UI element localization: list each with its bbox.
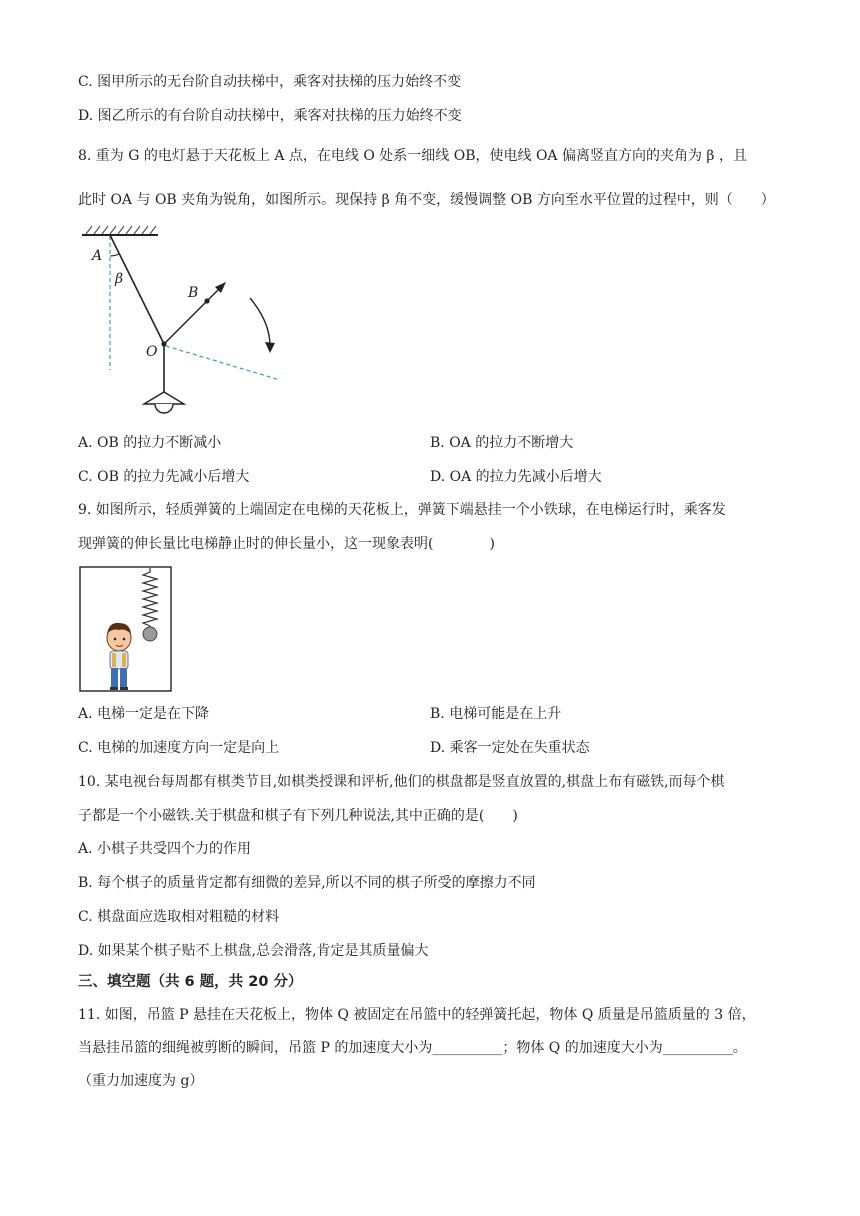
- q9-option-b: B. 电梯可能是在上升: [430, 706, 562, 722]
- q8-option-c: C. OB 的拉力先减小后增大: [78, 469, 250, 485]
- q9-option-c: C. 电梯的加速度方向一定是向上: [78, 740, 280, 756]
- q9-option-a: A. 电梯一定是在下降: [78, 706, 210, 722]
- section-heading: 三、填空题（共 6 题，共 20 分）: [78, 974, 303, 990]
- rotation-arrowhead: [265, 342, 275, 353]
- q11-stem-line2: 当悬挂吊篮的细绳被剪断的瞬间，吊篮 P 的加速度大小为__________；物体 Q 的加速度大小为__________。: [78, 1040, 747, 1056]
- q8-option-a: A. OB 的拉力不断减小: [78, 435, 222, 451]
- lamp-bulb: [155, 404, 173, 413]
- q8-stem-line1: 8. 重为 G 的电灯悬于天花板上 A 点，在电线 O 处系一细线 OB，使电线 OA 偏离竖直方向的夹角为 β ，且: [78, 148, 747, 164]
- q9-stem-line2: 现弹簧的伸长量比电梯静止时的伸长量小，这一现象表明( ): [78, 536, 495, 552]
- label-beta: β: [115, 271, 124, 287]
- q11-stem-line1: 11. 如图，吊篮 P 悬挂在天花板上，物体 Q 被固定在吊篮中的轻弹簧托起，物体 Q 质量是吊篮质量的 3 倍，: [78, 1007, 756, 1023]
- q8-option-b: B. OA 的拉力不断增大: [430, 435, 574, 451]
- beta-arc: [110, 254, 119, 256]
- q10-option-a: A. 小棋子共受四个力的作用: [78, 841, 252, 857]
- point-b: [204, 298, 209, 303]
- q10-option-b: B. 每个棋子的质量肯定都有细微的差异,所以不同的棋子所受的摩擦力不同: [78, 875, 536, 891]
- q9-option-d: D. 乘客一定处在失重状态: [430, 740, 590, 756]
- q11-stem-line3: （重力加速度为 g）: [78, 1073, 204, 1089]
- q9-stem-line1: 9. 如图所示，轻质弹簧的上端固定在电梯的天花板上，弹簧下端悬挂一个小铁球，在电梯运行时，乘客发: [78, 502, 726, 518]
- q8-figure: [78, 222, 298, 427]
- label-o: O: [146, 344, 158, 360]
- q9-figure: [79, 566, 173, 694]
- q8-stem-line2: 此时 OA 与 OB 夹角为锐角，如图所示。现保持 β 角不变，缓慢调整 OB 方向至水平位置的过程中，则（ ）: [78, 192, 775, 208]
- q8-option-d: D. OA 的拉力先减小后增大: [430, 469, 602, 485]
- q7-option-c: C. 图甲所示的无台阶自动扶梯中，乘客对扶梯的压力始终不变: [78, 74, 462, 90]
- q10-stem-line2: 子都是一个小磁铁.关于棋盘和棋子有下列几种说法,其中正确的是( ): [78, 808, 518, 824]
- rotation-arrow: [250, 298, 270, 346]
- q7-option-d: D. 图乙所示的有台阶自动扶梯中，乘客对扶梯的压力始终不变: [78, 108, 462, 124]
- q10-option-d: D. 如果某个棋子贴不上棋盘,总会滑落,肯定是其质量偏大: [78, 943, 429, 959]
- label-a: A: [92, 248, 103, 264]
- wire-oa: [110, 235, 164, 344]
- final-direction-dashed-line: [166, 346, 280, 380]
- ceiling-hatching: [86, 226, 156, 234]
- iron-ball: [143, 627, 157, 641]
- q10-stem-line1: 10. 某电视台每周都有棋类节目,如棋类授课和评析,他们的棋盘都是竖直放置的,棋盘上布有磁铁,而每个棋: [78, 774, 725, 790]
- lamp-shade: [144, 392, 184, 404]
- label-b: B: [188, 285, 199, 301]
- q10-option-c: C. 棋盘面应选取相对粗糙的材料: [78, 909, 280, 925]
